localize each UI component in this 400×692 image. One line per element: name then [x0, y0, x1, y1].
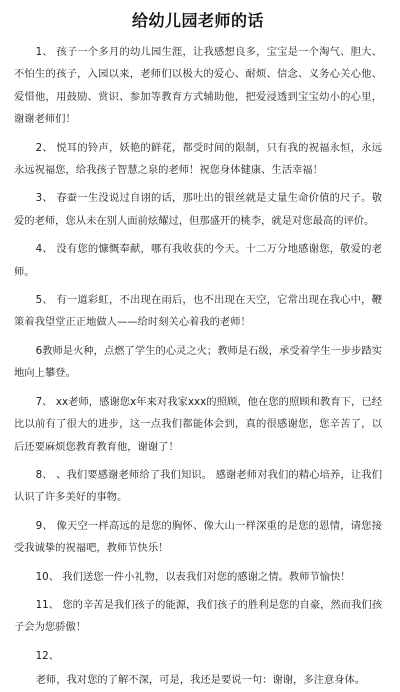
paragraph-3: 3、 春蚕一生没说过自诩的话，那吐出的银丝就是丈量生命价值的尺子。敬爱的老师，您从未在别人面前炫耀过，但那盛开的桃李，就是对您最高的评价。 — [14, 192, 382, 227]
paragraph-11: 11、 您的辛苦是我们孩子的能源，我们孩子的胜利是您的自豪，然而我们孩子会为您骄傲！ — [14, 598, 382, 634]
document-title: 给幼儿园老师的话 — [131, 11, 264, 30]
paragraph-7: 7、 xx老师，感谢您x年来对我家xxx的照顾，他在您的照顾和教育下，已经比以前有了很大的进步，这一点我们都能体会到，真的很感谢您，您辛苦了，以后还要麻烦您教育教育他，谢谢了！ — [14, 395, 382, 453]
paragraph-6: 6教师是火种，点燃了学生的心灵之火；教师是石级，承受着学生一步步踏实地向上攀登。 — [14, 344, 382, 380]
paragraph-1: 1、 孩子一个多月的幼儿园生涯，让我感想良多，宝宝是一个淘气、胆大、不怕生的孩子，入园以来，老师们以极大的爱心、耐烦、信念、义务心关心他、爱惜他，用鼓励、赏识、参加等教育方式辅助他，把爱浸透到宝宝幼小的心里，谢谢老师们！ — [14, 46, 382, 126]
paragraph-12-text: 老师，我对您的了解不深，可是，我还是要说一句：谢谢，多注意身体。 — [35, 674, 366, 687]
paragraph-9: 9、 像天空一样高远的是您的胸怀、像大山一样深重的是您的恩情，请您接受我诚挚的祝福吧，教师节快乐！ — [14, 519, 382, 555]
paragraph-8: 8、 、我们要感谢老师给了我们知识。 感谢老师对我们的精心培养，让我们认识了许多美好的事物。 — [14, 468, 382, 504]
paragraph-5: 5、 有一道彩虹，不出现在雨后，也不出现在天空，它常出现在我心中，鞭策着我望堂正正地做人——给时刻关心着我的老师！ — [14, 294, 382, 329]
paragraph-12-number: 12、 — [35, 649, 60, 662]
paragraph-2: 2、 悦耳的铃声，妖艳的鲜花，都受时间的限制，只有我的祝福永恒，永远永远祝福您，给我孩子智慧之泉的老师！祝您身体健康、生活幸福！ — [14, 141, 382, 177]
paragraph-4: 4、 没有您的慷慨奉献，哪有我收获的今天。十二万分地感谢您，敬爱的老师。 — [14, 243, 382, 278]
paragraph-10: 10、 我们送您一件小礼物，以表我们对您的感谢之情。教师节愉快！ — [35, 570, 351, 583]
document-body — [14, 41, 382, 692]
